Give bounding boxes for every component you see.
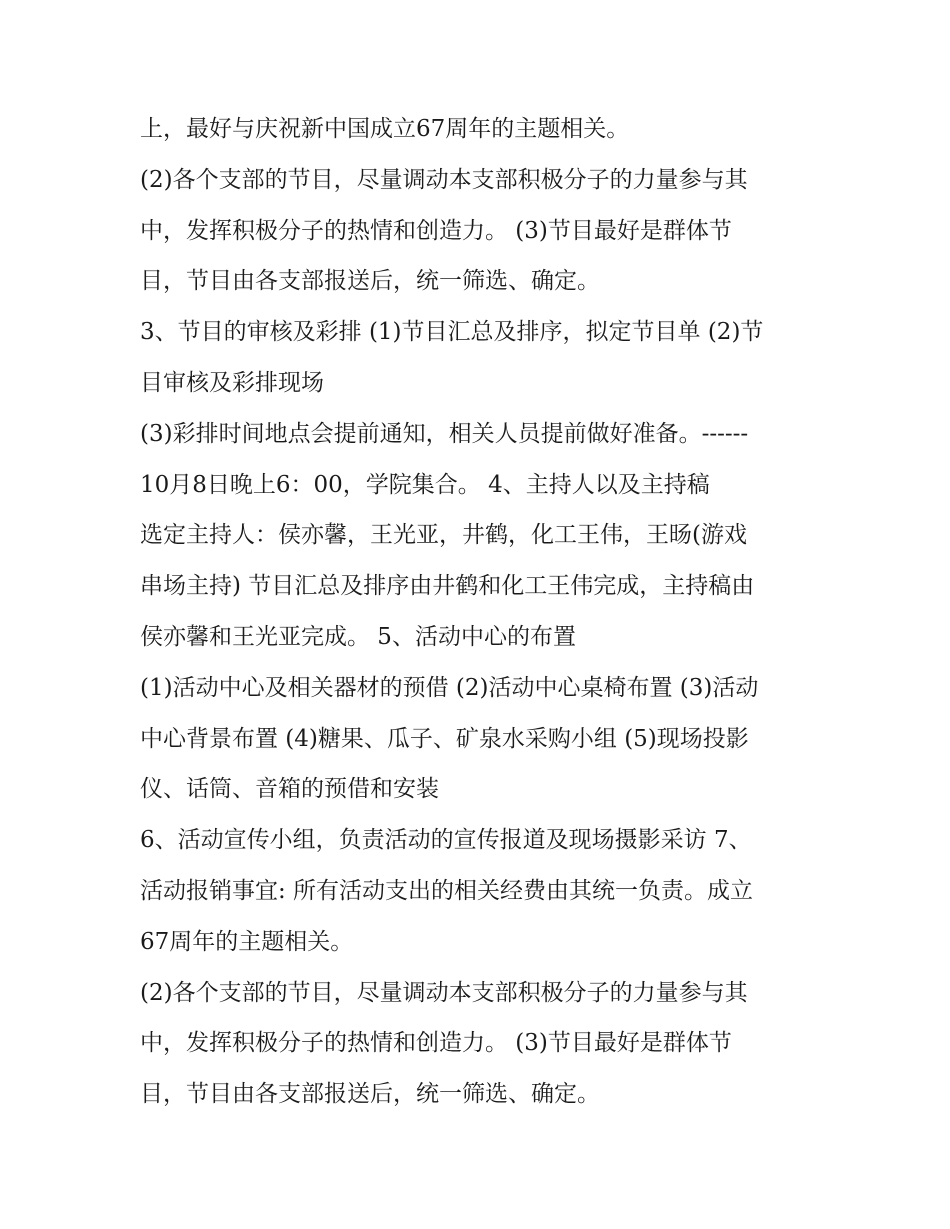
text-line: (2)各个支部的节目，尽量调动本支部积极分子的力量参与其 xyxy=(140,166,748,193)
text-line: 10月8日晚上6：00，学院集合。 4、主持人以及主持稿 xyxy=(140,471,710,498)
text-line: 6、活动宣传小组，负责活动的宣传报道及现场摄影采访 7、 xyxy=(140,827,752,854)
text-line: 目审核及彩排现场 xyxy=(140,369,324,396)
text-line: 中心背景布置 (4)糖果、瓜子、矿泉水采购小组 (5)现场投影 xyxy=(140,725,749,752)
text-line: 目，节目由各支部报送后，统一筛选、确定。 xyxy=(140,1081,600,1108)
text-line: (1)活动中心及相关器材的预借 (2)活动中心桌椅布置 (3)活动 xyxy=(140,674,759,701)
text-line: 选定主持人：侯亦馨，王光亚，井鹤，化工王伟，王旸(游戏 xyxy=(140,522,747,549)
text-line: 中，发挥积极分子的热情和创造力。 (3)节目最好是群体节 xyxy=(140,217,732,244)
text-line: 67周年的主题相关。 xyxy=(140,928,354,955)
text-line: (2)各个支部的节目，尽量调动本支部积极分子的力量参与其 xyxy=(140,979,748,1006)
text-line: 中，发挥积极分子的热情和创造力。 (3)节目最好是群体节 xyxy=(140,1030,732,1057)
text-line: 串场主持) 节目汇总及排序由井鹤和化工王伟完成，主持稿由 xyxy=(140,573,755,600)
text-line: 3、节目的审核及彩排 (1)节目汇总及排序，拟定节目单 (2)节 xyxy=(140,319,764,346)
text-line: (3)彩排时间地点会提前通知，相关人员提前做好准备。------ xyxy=(140,420,749,447)
text-line: 目，节目由各支部报送后，统一筛选、确定。 xyxy=(140,268,600,295)
text-line: 活动报销事宜: 所有活动支出的相关经费由其统一负责。成立 xyxy=(140,877,754,904)
text-line: 上，最好与庆祝新中国成立67周年的主题相关。 xyxy=(140,116,630,142)
text-line: 仪、话筒、音箱的预借和安装 xyxy=(140,776,439,803)
document-body xyxy=(140,104,820,1120)
text-line: 侯亦馨和王光亚完成。 5、活动中心的布置 xyxy=(140,623,576,650)
